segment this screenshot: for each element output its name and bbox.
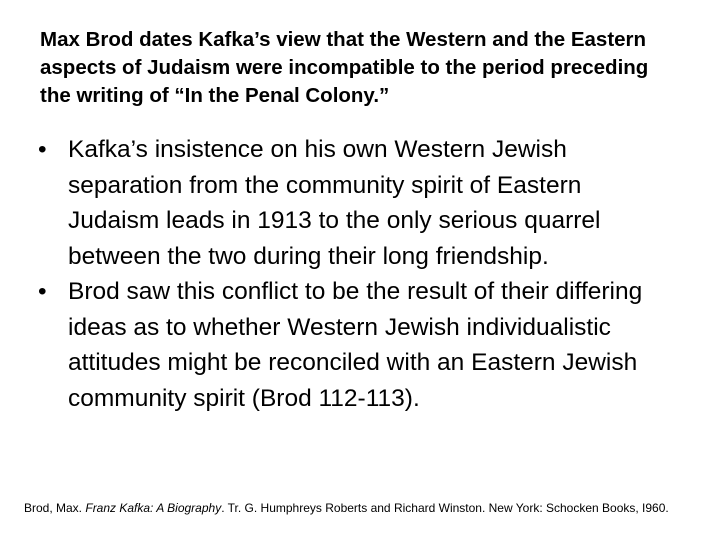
bullet-marker: • — [38, 278, 47, 305]
slide-title: Max Brod dates Kafka’s view that the Western and the Eastern aspects of Judaism were incompatible to the period preceding the writing of “In the Penal Colony.” — [40, 28, 649, 107]
citation-book-title: Franz Kafka: A Biography — [85, 501, 222, 515]
citation-details: . Tr. G. Humphreys Roberts and Richard Winston. New York: Schocken Books, I960. — [221, 501, 669, 515]
bullet-item — [36, 274, 676, 416]
bullet-text: Kafka’s insistence on his own Western Jewish separation from the community spirit of Eastern Judaism leads in 1913 to the only serious quarrel between the two during their long friendship. — [68, 136, 601, 270]
citation-author: Brod, Max. — [24, 501, 86, 515]
citation — [24, 500, 704, 516]
bullet-text: Brod saw this conflict to be the result of their differing ideas as to whether Western Jewish individualistic attitudes might be reconciled with an Eastern Jewish community spirit (Brod 112‑113). — [68, 278, 643, 412]
bullet-marker: • — [38, 136, 47, 163]
bullet-item — [36, 132, 676, 274]
bullet-list — [36, 132, 676, 416]
